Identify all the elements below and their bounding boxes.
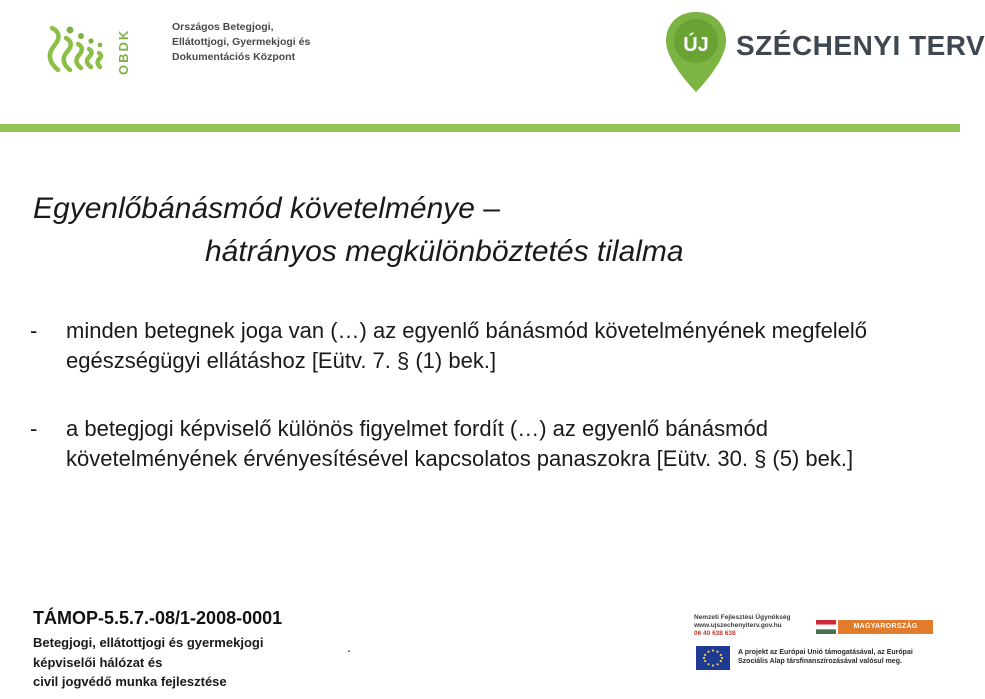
project-description-line: civil jogvédő munka fejlesztése bbox=[33, 674, 227, 689]
obdk-name bbox=[172, 20, 310, 65]
project-description-line: Betegjogi, ellátottjogi és gyermekjogi bbox=[33, 635, 264, 650]
bullet-item bbox=[30, 316, 940, 376]
agency-line: www.ujszechenyiterv.gov.hu bbox=[694, 622, 782, 629]
slide-title-line-2: hátrányos megkülönböztetés tilalma bbox=[205, 235, 684, 268]
bullet-text: minden betegnek joga van (…) az egyenlő bánásmód követelményének megfelelő egészségügyi ellátáshoz [Eütv. 7. § (1) bek.] bbox=[66, 318, 868, 373]
agency-line: Nemzeti Fejlesztési Ügynökség bbox=[694, 614, 791, 621]
obdk-name-line: Dokumentációs Központ bbox=[172, 51, 296, 63]
hungary-flag-icon bbox=[816, 620, 836, 634]
footer-dot: . bbox=[347, 639, 351, 655]
szechenyi-pin-label: ÚJ bbox=[683, 34, 709, 56]
szechenyi-terv-logo bbox=[662, 10, 985, 94]
eu-funding-text bbox=[738, 648, 938, 666]
eu-funding-line: A projekt az Európai Unió támogatásával, az Európai bbox=[738, 649, 913, 656]
project-code: TÁMOP-5.5.7.-08/1-2008-0001 bbox=[33, 608, 283, 628]
obdk-vertical-mark: OBDK bbox=[116, 28, 131, 76]
bullet-text: a betegjogi képviselő különös figyelmet fordít (…) az egyenlő bánásmód követelményének érvényesítésével kapcsolatos panaszokra [Eütv. 30. § (5) bek.] bbox=[66, 416, 854, 471]
bullet-marker: - bbox=[30, 416, 38, 441]
project-description-line: képviselői hálózat és bbox=[33, 654, 163, 670]
bullet-item bbox=[30, 414, 940, 474]
project-description bbox=[33, 633, 333, 692]
header-divider bbox=[0, 124, 960, 132]
szechenyi-terv-name: SZÉCHENYI TERV bbox=[736, 30, 985, 61]
obdk-logo bbox=[44, 16, 311, 84]
bullet-marker: - bbox=[30, 318, 38, 343]
agency-line: 06 40 638 638 bbox=[694, 630, 736, 637]
obdk-name-line: Országos Betegjogi, bbox=[172, 21, 274, 33]
hungary-renews-banner: MAGYARORSZÁG MEGÚJUL bbox=[838, 620, 933, 634]
eu-flag-icon bbox=[696, 646, 730, 670]
eu-funding-line: Szociális Alap társfinanszírozásával valósul meg. bbox=[738, 658, 902, 665]
slide-title-line-1: Egyenlőbánásmód követelménye – bbox=[33, 192, 500, 225]
obdk-name-line: Ellátottjogi, Gyermekjogi és bbox=[172, 36, 311, 48]
eu-funding-block bbox=[688, 604, 948, 688]
agency-info bbox=[694, 614, 809, 638]
